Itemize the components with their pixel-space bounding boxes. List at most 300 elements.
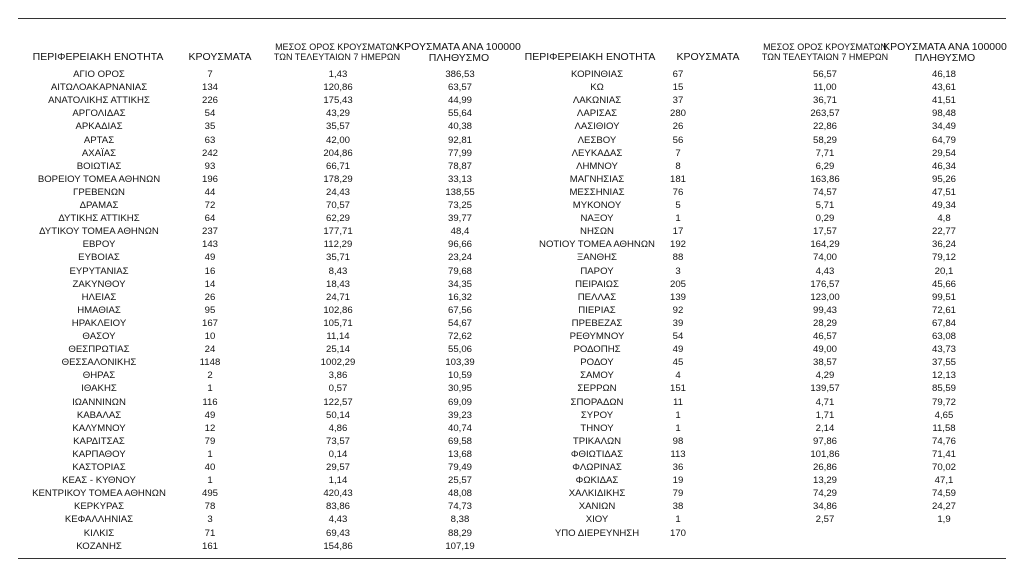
cases-value: 49 xyxy=(204,252,216,264)
per100k-value: 11,58 xyxy=(932,422,956,434)
per100k-value: 92,81 xyxy=(447,134,472,146)
per100k-value: 96,66 xyxy=(447,239,472,251)
region-name: ΚΙΛΚΙΣ xyxy=(83,527,115,539)
region-name: ΗΜΑΘΙΑΣ xyxy=(77,304,121,316)
cases-value: 79 xyxy=(204,435,216,447)
cases-value: 26 xyxy=(204,291,216,303)
region-name: ΛΑΣΙΘΙΟΥ xyxy=(574,121,620,133)
avg7-value: 74,57 xyxy=(812,186,837,198)
avg7-value: 0,29 xyxy=(815,213,835,225)
avg7-value: 69,43 xyxy=(325,527,350,539)
avg7-value: 11,14 xyxy=(326,331,350,342)
per100k-value: 48,4 xyxy=(450,226,470,238)
region-name: ΑΧΑΪΑΣ xyxy=(81,147,117,159)
per100k-value: 79,49 xyxy=(447,462,472,473)
region-name: ΚΑΡΠΑΘΟΥ xyxy=(72,448,126,460)
avg7-value: 0,57 xyxy=(328,383,348,395)
cases-value: 237 xyxy=(201,226,218,238)
cases-value: 39 xyxy=(672,317,684,329)
avg7-value: 24,43 xyxy=(325,186,350,198)
per100k-value: 43,73 xyxy=(931,344,956,356)
per100k-value: 41,51 xyxy=(931,95,956,107)
avg7-value: 28,29 xyxy=(812,317,837,329)
header-per100k-left xyxy=(396,42,522,64)
per100k-value: 24,27 xyxy=(931,501,956,513)
region-name: ΝΟΤΙΟΥ ΤΟΜΕΑ ΑΘΗΝΩΝ xyxy=(539,239,655,251)
per100k-value: 25,57 xyxy=(447,475,472,487)
avg7-value: 43,29 xyxy=(325,108,350,120)
per100k-value: 74,76 xyxy=(931,435,956,447)
per100k-value: 4,8 xyxy=(937,213,951,225)
cases-value: 8 xyxy=(675,160,681,172)
per100k-value: 46,34 xyxy=(931,160,956,172)
cases-value: 181 xyxy=(669,173,686,185)
header-avg7-line1: ΜΕΣΟΣ ΟΡΟΣ ΚΡΟΥΣΜΑΤΩΝ xyxy=(763,42,887,52)
cases-value: 139 xyxy=(669,291,686,303)
per100k-value: 45,66 xyxy=(931,278,956,290)
avg7-value: 154,86 xyxy=(323,540,353,552)
per100k-value: 99,51 xyxy=(931,291,956,303)
region-name: ΜΑΓΝΗΣΙΑΣ xyxy=(569,173,625,185)
avg7-value: 49,00 xyxy=(812,344,837,356)
cases-value: 1 xyxy=(675,422,681,434)
cases-value: 54 xyxy=(672,331,684,342)
per100k-value: 138,55 xyxy=(445,186,475,198)
cases-value: 88 xyxy=(672,252,684,264)
cases-value: 67 xyxy=(672,69,684,80)
cases-value: 205 xyxy=(669,278,686,290)
per100k-value: 1,9 xyxy=(937,514,951,526)
cases-value: 196 xyxy=(201,173,218,185)
region-name: ΚΩ xyxy=(590,82,604,94)
cases-value: 1 xyxy=(675,213,681,225)
region-name: ΜΥΚΟΝΟΥ xyxy=(572,200,622,211)
region-name: ΘΗΡΑΣ xyxy=(82,370,116,382)
cases-value: 1 xyxy=(675,514,681,526)
avg7-value: 1,43 xyxy=(328,69,348,80)
avg7-value: 56,57 xyxy=(812,69,837,80)
avg7-value: 24,71 xyxy=(325,291,350,303)
region-name: ΓΡΕΒΕΝΩΝ xyxy=(73,186,125,198)
cases-value: 1 xyxy=(675,409,681,421)
region-name: ΣΕΡΡΩΝ xyxy=(577,383,617,395)
avg7-value: 11,00 xyxy=(813,82,837,94)
cases-value: 161 xyxy=(201,540,218,552)
per100k-value: 69,58 xyxy=(447,435,472,447)
avg7-value: 50,14 xyxy=(325,409,350,421)
region-name: ΒΟΡΕΙΟΥ ΤΟΜΕΑ ΑΘΗΝΩΝ xyxy=(37,173,161,185)
region-name: ΚΑΛΥΜΝΟΥ xyxy=(72,422,126,434)
cases-value: 151 xyxy=(669,383,686,395)
region-name: ΡΟΔΟΥ xyxy=(580,357,614,369)
per100k-value: 69,09 xyxy=(447,396,472,408)
avg7-value: 178,29 xyxy=(323,173,353,185)
per100k-value: 79,72 xyxy=(931,396,956,408)
avg7-value: 99,43 xyxy=(812,304,837,316)
avg7-value: 3,86 xyxy=(328,370,348,382)
region-name: ΚΕΑΣ - ΚΥΘΝΟΥ xyxy=(62,475,136,487)
region-name: ΝΑΞΟΥ xyxy=(580,213,614,225)
region-name: ΤΗΝΟΥ xyxy=(580,422,614,434)
cases-value: 242 xyxy=(201,147,218,159)
avg7-value: 29,57 xyxy=(325,462,350,473)
per100k-value: 98,48 xyxy=(931,108,956,120)
cases-value: 2 xyxy=(207,370,213,382)
region-name: ΕΥΒΟΙΑΣ xyxy=(78,252,120,264)
per100k-value: 49,34 xyxy=(931,200,956,211)
region-name: ΦΛΩΡΙΝΑΣ xyxy=(572,462,622,473)
per100k-value: 47,51 xyxy=(931,186,956,198)
per100k-value: 43,61 xyxy=(931,82,956,94)
per100k-value: 46,18 xyxy=(931,69,956,80)
region-name: ΛΕΥΚΑΔΑΣ xyxy=(571,147,623,159)
cases-value: 95 xyxy=(204,304,216,316)
avg7-value: 123,00 xyxy=(810,291,840,303)
region-name: ΑΡΤΑΣ xyxy=(83,134,115,146)
per100k-value: 70,02 xyxy=(931,462,956,473)
avg7-value: 74,00 xyxy=(812,252,837,264)
cases-value: 45 xyxy=(672,357,684,369)
cases-value: 226 xyxy=(201,95,218,107)
cases-value: 3 xyxy=(207,514,213,526)
header-per100k-line2: ΠΛΗΘΥΣΜΟ xyxy=(428,52,490,64)
per100k-value: 88,29 xyxy=(447,527,472,539)
avg7-value: 25,14 xyxy=(325,344,350,356)
per100k-value: 74,59 xyxy=(931,488,956,500)
region-name: ΔΥΤΙΚΗΣ ΑΤΤΙΚΗΣ xyxy=(58,213,140,225)
per100k-value: 29,54 xyxy=(931,147,956,159)
per100k-value: 67,56 xyxy=(447,304,472,316)
avg7-value: 8,43 xyxy=(328,265,348,277)
cases-value: 19 xyxy=(672,475,684,487)
per100k-value: 79,12 xyxy=(931,252,956,264)
cases-value: 40 xyxy=(204,462,216,473)
header-per100k-line1: ΚΡΟΥΣΜΑΤΑ ΑΝΑ 100000 xyxy=(883,41,1007,53)
cases-value: 11 xyxy=(673,396,683,408)
cases-value: 192 xyxy=(669,239,686,251)
region-name: ΚΑΒΑΛΑΣ xyxy=(76,409,122,421)
region-name: ΤΡΙΚΑΛΩΝ xyxy=(572,435,622,447)
per100k-value: 55,64 xyxy=(447,108,472,120)
region-name: ΛΕΣΒΟΥ xyxy=(577,134,617,146)
per100k-value: 71,41 xyxy=(931,448,956,460)
cases-value: 37 xyxy=(672,95,684,107)
region-name: ΕΒΡΟΥ xyxy=(82,239,116,251)
cases-value: 17 xyxy=(672,226,684,238)
per100k-value: 39,23 xyxy=(447,409,472,421)
avg7-value: 2,57 xyxy=(815,514,835,526)
cases-value: 93 xyxy=(204,160,216,172)
region-name: ΘΕΣΠΡΩΤΙΑΣ xyxy=(68,344,130,356)
avg7-value: 46,57 xyxy=(812,331,837,342)
per100k-value: 33,13 xyxy=(447,173,472,185)
cases-value: 76 xyxy=(672,186,684,198)
header-per100k-right xyxy=(882,42,1008,64)
avg7-value: 1,71 xyxy=(815,409,835,421)
avg7-value: 204,86 xyxy=(323,147,353,159)
region-name: ΚΕΦΑΛΛΗΝΙΑΣ xyxy=(64,514,134,526)
avg7-value: 97,86 xyxy=(812,435,837,447)
per100k-value: 77,99 xyxy=(447,147,472,159)
cases-value: 14 xyxy=(204,278,216,290)
avg7-value: 42,00 xyxy=(325,134,350,146)
region-name: ΛΑΚΩΝΙΑΣ xyxy=(572,95,622,107)
cases-value: 170 xyxy=(669,527,686,539)
avg7-value: 26,86 xyxy=(812,462,837,473)
cases-value: 56 xyxy=(672,134,684,146)
avg7-value: 176,57 xyxy=(810,278,840,290)
top-rule xyxy=(18,18,1006,19)
avg7-value: 102,86 xyxy=(323,304,353,316)
avg7-value: 420,43 xyxy=(323,488,353,500)
avg7-value: 73,57 xyxy=(325,435,350,447)
per100k-value: 20,1 xyxy=(934,265,954,277)
region-name: ΦΩΚΙΔΑΣ xyxy=(575,475,619,487)
per100k-value: 103,39 xyxy=(445,357,475,369)
avg7-value: 2,14 xyxy=(815,422,835,434)
avg7-value: 83,86 xyxy=(325,501,350,513)
avg7-value: 163,86 xyxy=(810,173,840,185)
cases-value: 15 xyxy=(672,82,684,94)
per100k-value: 386,53 xyxy=(445,69,475,80)
cases-value: 143 xyxy=(201,239,218,251)
per100k-value: 34,49 xyxy=(931,121,956,133)
avg7-value: 4,29 xyxy=(815,370,835,382)
region-name: ΠΑΡΟΥ xyxy=(580,265,614,277)
per100k-value: 4,65 xyxy=(934,409,954,421)
region-name: ΙΘΑΚΗΣ xyxy=(81,383,117,395)
per100k-value: 40,38 xyxy=(447,121,472,133)
avg7-value: 18,43 xyxy=(325,278,350,290)
cases-value: 35 xyxy=(204,121,216,133)
per100k-value: 34,35 xyxy=(447,278,472,290)
region-name: ΥΠΟ ΔΙΕΡΕΥΝΗΣΗ xyxy=(554,527,640,539)
avg7-value: 5,71 xyxy=(815,200,835,211)
avg7-value: 36,71 xyxy=(812,95,837,107)
per100k-value: 74,73 xyxy=(447,501,472,513)
per100k-value: 37,55 xyxy=(931,357,956,369)
per100k-value: 72,62 xyxy=(447,331,472,342)
region-name: ΚΕΡΚΥΡΑΣ xyxy=(73,501,124,513)
per100k-value: 23,24 xyxy=(447,252,472,264)
cases-value: 63 xyxy=(204,134,216,146)
avg7-value: 122,57 xyxy=(323,396,353,408)
cases-value: 16 xyxy=(204,265,216,277)
avg7-value: 22,86 xyxy=(812,121,837,133)
header-region-right: ΠΕΡΙΦΕΡΕΙΑΚΗ ΕΝΟΤΗΤΑ xyxy=(524,51,656,63)
cases-value: 495 xyxy=(201,488,218,500)
region-name: ΧΑΝΙΩΝ xyxy=(578,501,616,513)
cases-value: 54 xyxy=(204,108,216,120)
avg7-value: 1,14 xyxy=(328,475,348,487)
avg7-value: 66,71 xyxy=(325,160,350,172)
region-name: ΠΙΕΡΙΑΣ xyxy=(578,304,616,316)
cases-value: 134 xyxy=(201,82,218,94)
avg7-value: 164,29 xyxy=(810,239,840,251)
per100k-value: 8,38 xyxy=(450,514,470,526)
region-name: ΣΠΟΡΑΔΩΝ xyxy=(570,396,624,408)
region-name: ΣΥΡΟΥ xyxy=(580,409,614,421)
region-name: ΠΡΕΒΕΖΑΣ xyxy=(571,317,623,329)
per100k-value: 72,61 xyxy=(931,304,956,316)
region-name: ΧΑΛΚΙΔΙΚΗΣ xyxy=(568,488,626,500)
avg7-value: 34,86 xyxy=(812,501,837,513)
cases-value: 116 xyxy=(202,396,218,408)
region-name: ΜΕΣΣΗΝΙΑΣ xyxy=(569,186,625,198)
avg7-value: 6,29 xyxy=(815,160,835,172)
cases-value: 1 xyxy=(207,475,213,487)
region-name: ΚΕΝΤΡΙΚΟΥ ΤΟΜΕΑ ΑΘΗΝΩΝ xyxy=(32,488,166,500)
avg7-value: 13,29 xyxy=(812,475,837,487)
cases-value: 1148 xyxy=(199,357,221,369)
avg7-value: 4,86 xyxy=(328,422,348,434)
per100k-value: 47,1 xyxy=(934,475,954,487)
cases-value: 1 xyxy=(207,448,213,460)
per100k-value: 48,08 xyxy=(447,488,472,500)
cases-value: 26 xyxy=(672,121,684,133)
avg7-value: 0,14 xyxy=(328,448,348,460)
bottom-rule xyxy=(18,558,1006,559)
region-name: ΡΟΔΟΠΗΣ xyxy=(573,344,621,356)
avg7-value: 263,57 xyxy=(810,108,840,120)
per100k-value: 85,59 xyxy=(931,383,956,395)
cases-value: 12 xyxy=(204,422,216,434)
region-name: ΑΡΓΟΛΙΔΑΣ xyxy=(72,108,126,120)
region-name: ΙΩΑΝΝΙΝΩΝ xyxy=(72,396,126,408)
per100k-value: 55,06 xyxy=(447,344,472,356)
region-name: ΛΑΡΙΣΑΣ xyxy=(576,108,618,120)
avg7-value: 4,43 xyxy=(815,265,835,277)
cases-value: 36 xyxy=(672,462,684,473)
region-name: ΗΡΑΚΛΕΙΟΥ xyxy=(71,317,127,329)
per100k-value: 63,08 xyxy=(931,331,956,342)
per100k-value: 36,24 xyxy=(931,239,956,251)
per100k-value: 39,77 xyxy=(447,213,472,225)
region-name: ΕΥΡΥΤΑΝΙΑΣ xyxy=(69,265,129,277)
region-name: ΣΑΜΟΥ xyxy=(580,370,614,382)
per100k-value: 44,99 xyxy=(447,95,472,107)
per100k-value: 107,19 xyxy=(445,540,475,552)
cases-value: 92 xyxy=(672,304,684,316)
cases-value: 280 xyxy=(669,108,686,120)
cases-value: 78 xyxy=(204,501,216,513)
region-name: ΔΡΑΜΑΣ xyxy=(79,200,119,211)
header-avg7-line2: ΤΩΝ ΤΕΛΕΥΤΑΙΩΝ 7 ΗΜΕΡΩΝ xyxy=(761,52,889,62)
avg7-value: 38,57 xyxy=(812,357,837,369)
cases-value: 38 xyxy=(672,501,684,513)
region-name: ΑΡΚΑΔΙΑΣ xyxy=(75,121,123,133)
per100k-value: 63,57 xyxy=(447,82,472,94)
per100k-value: 10,59 xyxy=(447,370,472,382)
region-name: ΠΕΛΛΑΣ xyxy=(577,291,617,303)
cases-value: 167 xyxy=(201,317,218,329)
per100k-value: 54,67 xyxy=(447,317,472,329)
avg7-value: 70,57 xyxy=(325,200,350,211)
region-name: ΛΗΜΝΟΥ xyxy=(576,160,618,172)
per100k-value: 13,68 xyxy=(447,448,472,460)
avg7-value: 58,29 xyxy=(812,134,837,146)
per100k-value: 67,84 xyxy=(931,317,956,329)
cases-value: 10 xyxy=(204,331,216,342)
region-name: ΒΟΙΩΤΙΑΣ xyxy=(76,160,122,172)
cases-value: 3 xyxy=(675,265,681,277)
region-name: ΑΙΤΩΛΟΑΚΑΡΝΑΝΙΑΣ xyxy=(50,82,148,94)
region-name: ΔΥΤΙΚΟΥ ΤΟΜΕΑ ΑΘΗΝΩΝ xyxy=(39,226,159,238)
region-name: ΧΙΟΥ xyxy=(585,514,609,526)
avg7-value: 105,71 xyxy=(323,317,353,329)
region-name: ΞΑΝΘΗΣ xyxy=(577,252,617,264)
region-name: ΚΑΣΤΟΡΙΑΣ xyxy=(72,462,126,473)
avg7-value: 17,57 xyxy=(812,226,837,238)
cases-value: 79 xyxy=(672,488,684,500)
per100k-value: 73,25 xyxy=(447,200,472,211)
cases-value: 98 xyxy=(672,435,684,447)
cases-value: 44 xyxy=(204,186,216,198)
per100k-value: 40,74 xyxy=(447,422,472,434)
header-avg7-line1: ΜΕΣΟΣ ΟΡΟΣ ΚΡΟΥΣΜΑΤΩΝ xyxy=(275,42,399,52)
cases-value: 4 xyxy=(675,370,681,382)
region-name: ΚΑΡΔΙΤΣΑΣ xyxy=(73,435,125,447)
header-per100k-line2: ΠΛΗΘΥΣΜΟ xyxy=(914,52,976,64)
per100k-value: 78,87 xyxy=(447,160,472,172)
cases-value: 64 xyxy=(204,213,216,225)
region-name: ΘΑΣΟΥ xyxy=(82,331,116,342)
cases-value: 113 xyxy=(670,448,686,460)
header-avg7-left xyxy=(272,42,402,62)
avg7-value: 177,71 xyxy=(323,226,353,238)
avg7-value: 1002,29 xyxy=(320,357,356,369)
header-region-left: ΠΕΡΙΦΕΡΕΙΑΚΗ ΕΝΟΤΗΤΑ xyxy=(32,51,164,63)
avg7-value: 35,57 xyxy=(325,121,350,133)
region-name: ΗΛΕΙΑΣ xyxy=(81,291,117,303)
avg7-value: 112,29 xyxy=(323,239,353,251)
cases-value: 24 xyxy=(204,344,216,356)
per100k-value: 22,77 xyxy=(931,226,956,238)
per100k-value: 95,26 xyxy=(931,173,956,185)
cases-value: 72 xyxy=(204,200,216,211)
per100k-value: 16,32 xyxy=(447,291,472,303)
region-name: ΡΕΘΥΜΝΟΥ xyxy=(569,331,625,342)
avg7-value: 4,71 xyxy=(815,396,835,408)
region-name: ΖΑΚΥΝΘΟΥ xyxy=(72,278,126,290)
avg7-value: 120,86 xyxy=(323,82,353,94)
header-avg7-line2: ΤΩΝ ΤΕΛΕΥΤΑΙΩΝ 7 ΗΜΕΡΩΝ xyxy=(273,52,401,62)
cases-value: 7 xyxy=(675,147,681,159)
region-name: ΚΟΡΙΝΘΙΑΣ xyxy=(570,69,624,80)
region-name: ΑΓΙΟ ΟΡΟΣ xyxy=(73,69,125,80)
cases-value: 5 xyxy=(675,200,681,211)
cases-value: 7 xyxy=(207,69,213,80)
avg7-value: 101,86 xyxy=(810,448,840,460)
per100k-value: 12,13 xyxy=(931,370,956,382)
cases-value: 49 xyxy=(672,344,684,356)
region-name: ΑΝΑΤΟΛΙΚΗΣ ΑΤΤΙΚΗΣ xyxy=(48,95,150,107)
per100k-value: 64,79 xyxy=(931,134,956,146)
avg7-value: 139,57 xyxy=(810,383,840,395)
region-name: ΚΟΖΑΝΗΣ xyxy=(76,540,122,552)
avg7-value: 62,29 xyxy=(325,213,350,225)
header-cases-right: ΚΡΟΥΣΜΑΤΑ xyxy=(676,51,740,63)
per100k-value: 79,68 xyxy=(447,265,472,277)
avg7-value: 4,43 xyxy=(328,514,348,526)
avg7-value: 7,71 xyxy=(815,147,835,159)
avg7-value: 175,43 xyxy=(323,95,353,107)
region-name: ΘΕΣΣΑΛΟΝΙΚΗΣ xyxy=(61,357,137,369)
cases-value: 1 xyxy=(207,383,213,395)
region-name: ΠΕΙΡΑΙΩΣ xyxy=(575,278,619,290)
cases-value: 71 xyxy=(204,527,216,539)
avg7-value: 74,29 xyxy=(812,488,837,500)
